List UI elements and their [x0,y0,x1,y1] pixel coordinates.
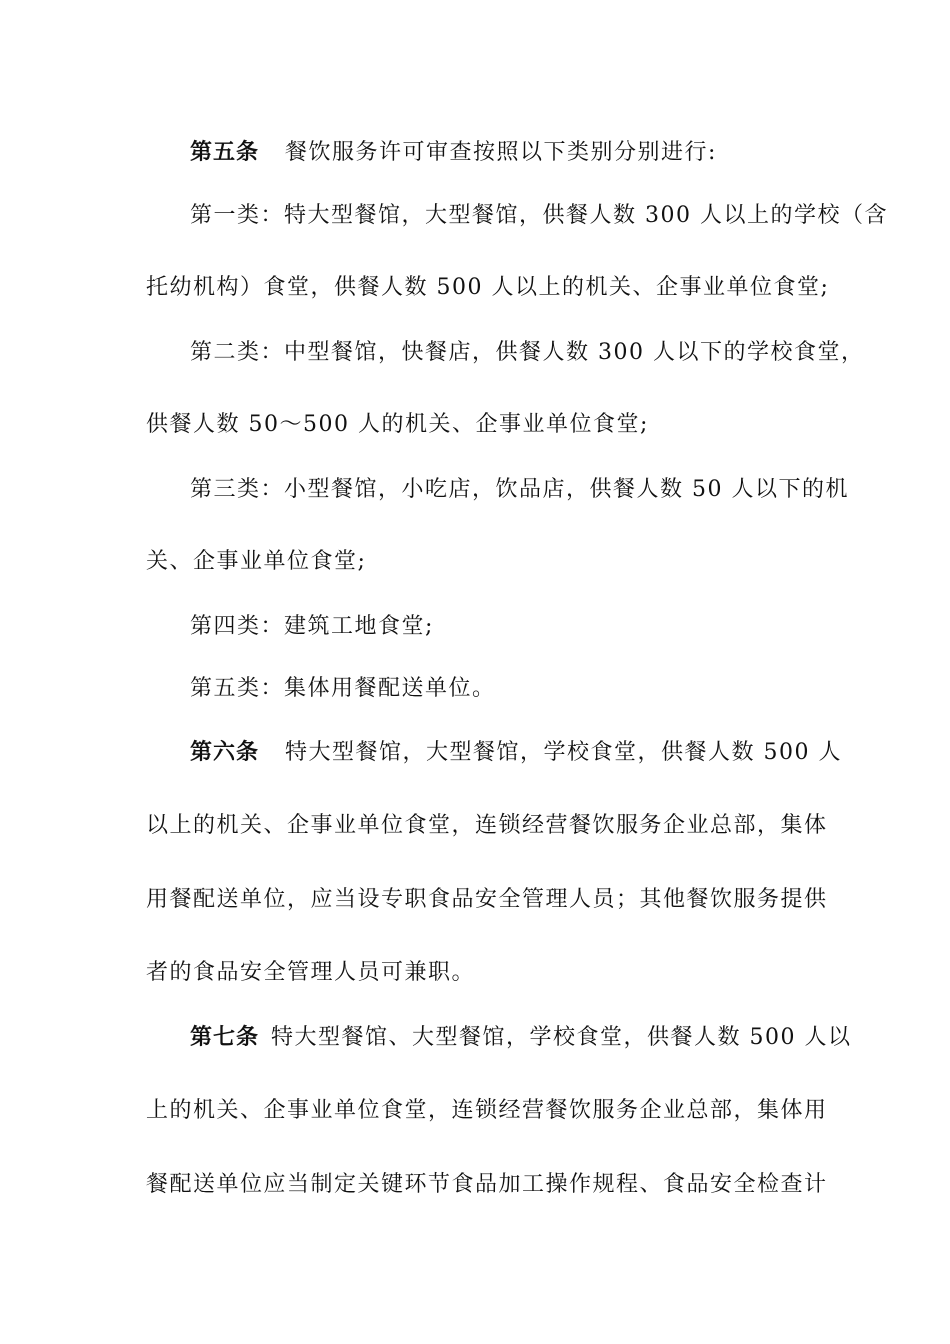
article-6-heading: 第六条 [190,739,260,765]
article-5-category-5: 第五类：集体用餐配送单位。 [190,676,496,701]
article-7-text-1: 特大型餐馆、大型餐馆，学校食堂，供餐人数 500 人以 [271,1025,852,1050]
article-7-line-3: 餐配送单位应当制定关键环节食品加工操作规程、食品安全检查计 [146,1172,828,1197]
article-7-line-1 [190,1022,852,1053]
article-5-category-2-line-1: 第二类：中型餐馆，快餐店，供餐人数 300 人以下的学校食堂， [190,340,865,365]
article-5-category-3-line-2: 关、企事业单位食堂; [146,549,367,574]
article-5-category-2-line-2: 供餐人数 50～500 人的机关、企事业单位食堂; [146,412,649,437]
article-6-line-2: 以上的机关、企事业单位食堂，连锁经营餐饮服务企业总部，集体 [146,813,828,838]
article-5-heading: 第五条 [190,139,260,165]
article-7-heading: 第七条 [190,1024,260,1050]
article-5-category-1-line-2: 托幼机构）食堂，供餐人数 500 人以上的机关、企事业单位食堂; [146,275,830,300]
article-5-intro: 餐饮服务许可审查按照以下类别分别进行: [285,140,717,165]
article-6-line-3: 用餐配送单位，应当设专职食品安全管理人员；其他餐饮服务提供 [146,887,828,912]
article-5-category-1-line-1: 第一类：特大型餐馆，大型餐馆，供餐人数 300 人以上的学校（含 [190,203,888,228]
article-5-category-4: 第四类：建筑工地食堂; [190,614,434,639]
article-5-line-1 [190,137,717,168]
article-5-category-3-line-1: 第三类：小型餐馆，小吃店，饮品店，供餐人数 50 人以下的机 [190,477,849,502]
article-7-line-2: 上的机关、企事业单位食堂，连锁经营餐饮服务企业总部，集体用 [146,1098,828,1123]
article-6-text-1: 特大型餐馆，大型餐馆，学校食堂，供餐人数 500 人 [285,740,842,765]
article-6-line-1 [190,737,842,768]
article-6-line-4: 者的食品安全管理人员可兼职。 [146,960,476,985]
